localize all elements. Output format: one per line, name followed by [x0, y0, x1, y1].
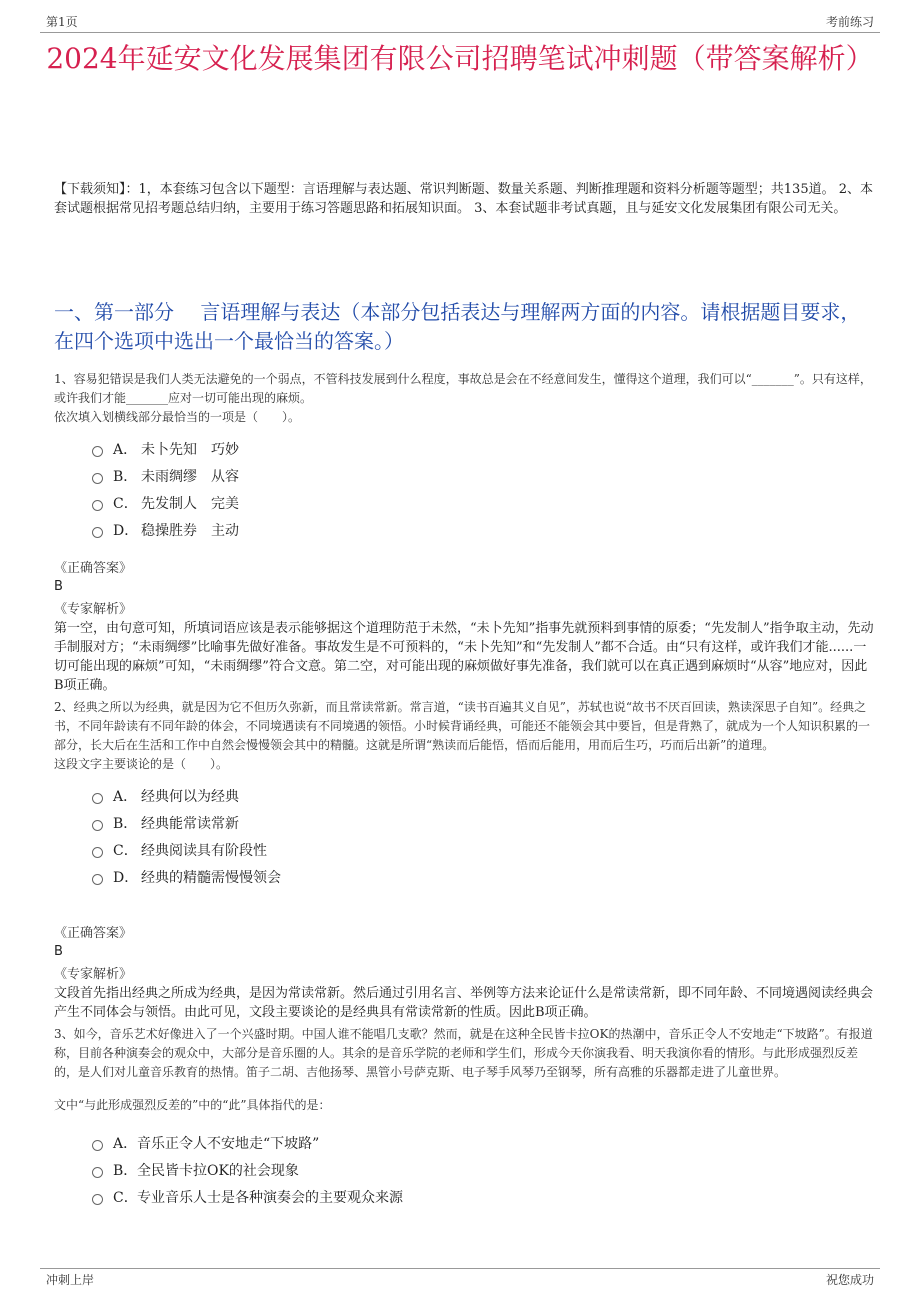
radio-icon[interactable] — [92, 500, 103, 511]
footer-left-text: 冲刺上岸 — [46, 1273, 95, 1287]
option-letter: B． — [113, 815, 138, 832]
correct-answer: B — [54, 579, 63, 594]
radio-icon[interactable] — [92, 446, 103, 457]
footer-divider — [40, 1268, 880, 1269]
question-ask: 依次填入划横线部分最恰当的一项是（ ）。 — [54, 410, 301, 424]
question-stem: 2、经典之所以为经典，就是因为它不但历久弥新，而且常读常新。常言道，“读书百遍其义自见”，苏轼也说“故书不厌百回读，熟读深思子自知”。经典之书，不同年龄读有不同年龄的体会，不同境遇读有不同境遇的领悟。小时候背诵经典，可能还不能领会其中要旨，但是背熟了，就成为一个人知识积累的一部分，长大后在生活和工作中自然会慢慢领会其中的精髓。这就是所谓“熟读而后能悟，悟而后能用，用而后生巧，巧而后出新”的道理。 — [54, 700, 871, 752]
expert-analysis: 文段首先指出经典之所成为经典，是因为常读常新。然后通过引用名言、举例等方法来论证什么是常读常新，即不同年龄、不同境遇阅读经典会产生不同体会与领悟。由此可见，文段主要谈论的是经典具有常读常新的性质。因此B项正确。 — [54, 986, 874, 1020]
radio-icon[interactable] — [92, 847, 103, 858]
option-b[interactable] — [92, 462, 874, 489]
option-letter: B． — [113, 468, 138, 485]
option-d[interactable] — [92, 516, 874, 543]
radio-icon[interactable] — [92, 473, 103, 484]
question-ask: 文中“与此形成强烈反差的”中的“此”具体指代的是： — [54, 1098, 331, 1112]
option-text: 音乐正令人不安地走“下坡路” — [137, 1135, 320, 1152]
question-2 — [54, 698, 874, 890]
page-number: 第1页 — [46, 15, 78, 29]
option-a[interactable] — [92, 435, 874, 462]
option-a[interactable] — [92, 782, 874, 809]
answer-block-2 — [54, 918, 874, 1022]
option-a[interactable] — [92, 1129, 874, 1156]
option-letter: C． — [113, 495, 138, 512]
radio-icon[interactable] — [92, 820, 103, 831]
analysis-label: 《专家解析》 — [54, 967, 133, 982]
option-text: 经典的精髓需慢慢领会 — [141, 869, 281, 886]
option-list — [92, 782, 874, 890]
answer-block-1 — [54, 553, 874, 695]
option-c[interactable] — [92, 489, 874, 516]
option-text: 经典能常读常新 — [141, 815, 239, 832]
option-text: 经典阅读具有阶段性 — [141, 842, 267, 859]
option-text: 经典何以为经典 — [141, 788, 239, 805]
option-b[interactable] — [92, 809, 874, 836]
option-letter: C． — [113, 842, 138, 859]
option-letter: D． — [113, 522, 139, 539]
expert-analysis: 第一空，由句意可知，所填词语应该是表示能够据这个道理防范于未然，“未卜先知”指事先就预料到事情的原委；“先发制人”指争取主动，先动手制服对方；“未雨绸缪”比喻事先做好准备。事故发生是不可预料的，“未卜先知”和“先发制人”都不合适。由“只有这样，或许我们才能......一切可能出现的麻烦”可知，“未雨绸缪”符合文意。第二空，对可能出现的麻烦做好事先准备，我们就可以在真正遇到麻烦时“从容”地应对，因此B项正确。 — [54, 621, 874, 693]
correct-answer: B — [54, 944, 63, 959]
section-heading: 一、第一部分 言语理解与表达（本部分包括表达与理解两方面的内容。请根据题目要求，在四个选项中选出一个最恰当的答案。） — [54, 300, 861, 353]
option-letter: D． — [113, 869, 139, 886]
radio-icon[interactable] — [92, 793, 103, 804]
option-b[interactable] — [92, 1156, 874, 1183]
option-d[interactable] — [92, 863, 874, 890]
document-title: 2024年延安文化发展集团有限公司招聘笔试冲刺题（带答案解析） — [46, 42, 874, 75]
header-divider — [40, 32, 880, 33]
option-letter: B． — [113, 1162, 138, 1179]
option-c[interactable] — [92, 1183, 874, 1210]
footer-right-text: 祝您成功 — [825, 1273, 874, 1287]
header-label: 考前练习 — [825, 15, 874, 29]
question-3 — [54, 1025, 874, 1210]
question-1 — [54, 370, 874, 543]
radio-icon[interactable] — [92, 1167, 103, 1178]
option-text: 稳操胜券 主动 — [141, 522, 239, 539]
option-letter: A． — [113, 788, 138, 805]
option-text: 全民皆卡拉OK的社会现象 — [137, 1162, 299, 1179]
option-letter: A． — [113, 1135, 138, 1152]
question-ask: 这段文字主要谈论的是（ ）。 — [54, 757, 229, 771]
radio-icon[interactable] — [92, 874, 103, 885]
option-c[interactable] — [92, 836, 874, 863]
option-text: 未卜先知 巧妙 — [141, 441, 239, 458]
option-text: 先发制人 完美 — [141, 495, 239, 512]
option-text: 专业音乐人士是各种演奏会的主要观众来源 — [137, 1189, 403, 1206]
option-list — [92, 1129, 874, 1210]
option-list — [92, 435, 874, 543]
radio-icon[interactable] — [92, 527, 103, 538]
question-stem: 1、容易犯错误是我们人类无法避免的一个弱点，不管科技发展到什么程度，事故总是会在不经意间发生，懂得这个道理，我们可以“_______”。只有这样，或许我们才能_______应对一切可能出现的麻烦。 — [54, 372, 872, 405]
option-text: 未雨绸缪 从容 — [141, 468, 239, 485]
analysis-label: 《专家解析》 — [54, 602, 133, 617]
option-letter: A． — [113, 441, 138, 458]
answer-label: 《正确答案》 — [54, 926, 133, 941]
radio-icon[interactable] — [92, 1194, 103, 1205]
question-stem: 3、如今，音乐艺术好像进入了一个兴盛时期。中国人谁不能唱几支歌？然而，就是在这种全民皆卡拉OK的热潮中，音乐正令人不安地走“下坡路”。有报道称，目前各种演奏会的观众中，大部分是音乐圈的人。其余的是音乐学院的老师和学生们，形成今天你演我看、明天我演你看的情形。与此形成强烈反差的，是人们对儿童音乐教育的热情。笛子二胡、吉他扬琴、黑管小号萨克斯、电子琴手风琴乃至钢琴，所有高雅的乐器都走进了儿童世界。 — [54, 1027, 873, 1079]
answer-label: 《正确答案》 — [54, 561, 133, 576]
radio-icon[interactable] — [92, 1140, 103, 1151]
download-notice: 【下载须知】：1，本套练习包含以下题型：言语理解与表达题、常识判断题、数量关系题、判断推理题和资料分析题等题型；共135道。 2、本套试题根据常见招考题总结归纳，主要用于练习答题思路和拓展知识面。 3、本套试题非考试真题，且与延安文化发展集团有限公司无关。 — [54, 182, 873, 216]
option-letter: C． — [113, 1189, 138, 1206]
